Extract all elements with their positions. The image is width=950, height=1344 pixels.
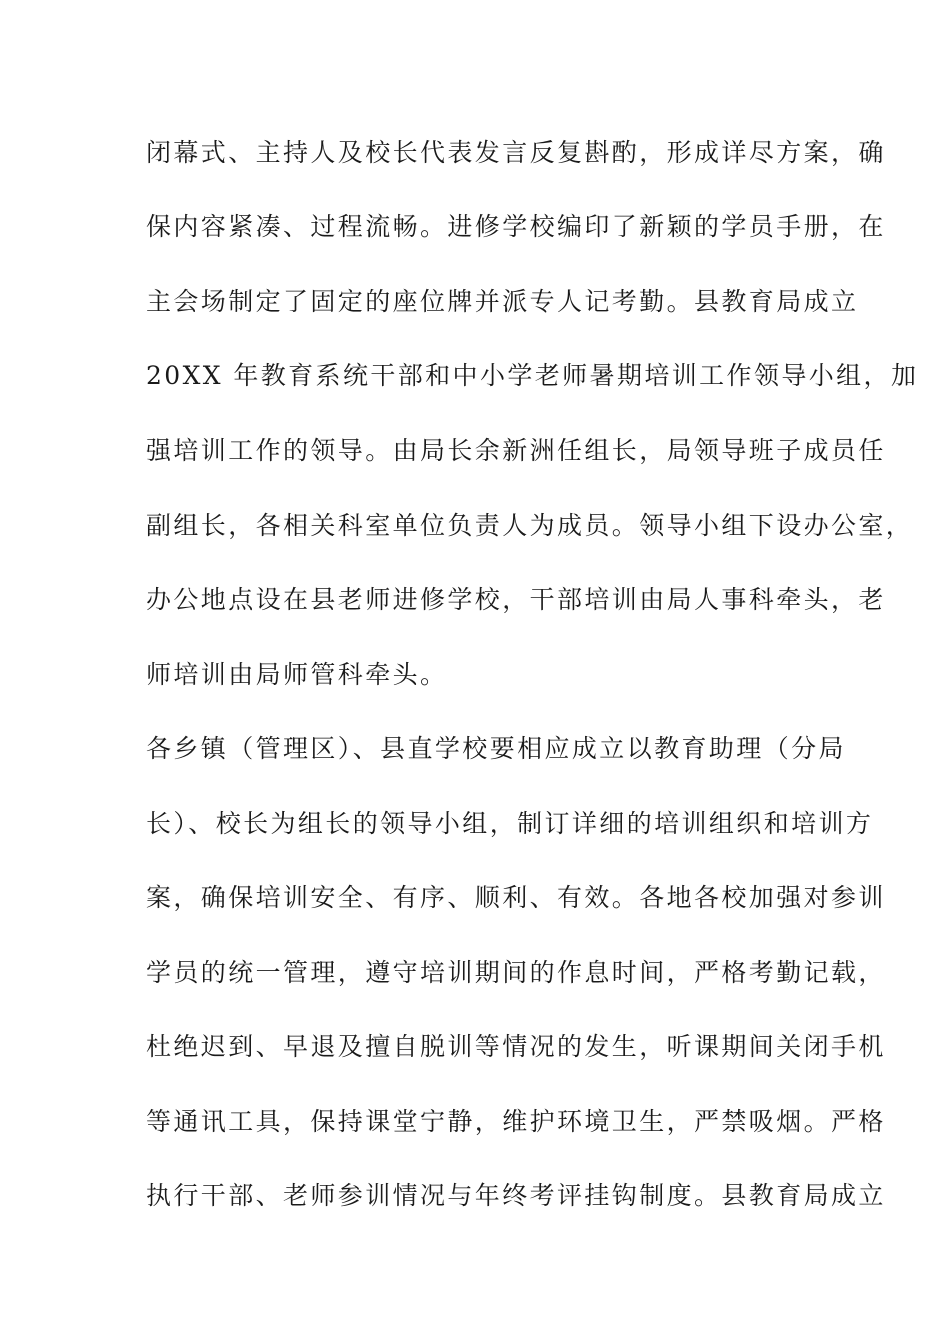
text-line: 杜绝迟到、早退及擅自脱训等情况的发生，听课期间关闭手机: [146, 1032, 886, 1061]
text-line: 执行干部、老师参训情况与年终考评挂钩制度。县教育局成立: [146, 1181, 886, 1210]
text-line: 办公地点设在县老师进修学校，干部培训由局人事科牵头，老: [146, 585, 886, 614]
text-line: 闭幕式、主持人及校长代表发言反复斟酌，形成详尽方案，确: [146, 138, 886, 167]
text-line: 师培训由局师管科牵头。: [146, 660, 448, 689]
text-line: 主会场制定了固定的座位牌并派专人记考勤。县教育局成立: [146, 287, 859, 316]
text-line: 20XX 年教育系统干部和中小学老师暑期培训工作领导小组，加: [146, 361, 919, 390]
text-line: 各乡镇（管理区）、县直学校要相应成立以教育助理（分局: [146, 734, 846, 763]
text-line: 副组长，各相关科室单位负责人为成员。领导小组下设办公室，: [146, 511, 914, 540]
text-line: 等通讯工具，保持课堂宁静，维护环境卫生，严禁吸烟。严格: [146, 1107, 886, 1136]
text-line: 长）、校长为组长的领导小组，制订详细的培训组织和培训方: [146, 809, 874, 838]
text-line: 案，确保培训安全、有序、顺利、有效。各地各校加强对参训: [146, 883, 886, 912]
text-line: 学员的统一管理，遵守培训期间的作息时间，严格考勤记载，: [146, 958, 886, 987]
text-line: 强培训工作的领导。由局长余新洲任组长，局领导班子成员任: [146, 436, 886, 465]
text-line: 保内容紧凑、过程流畅。进修学校编印了新颖的学员手册，在: [146, 212, 886, 241]
